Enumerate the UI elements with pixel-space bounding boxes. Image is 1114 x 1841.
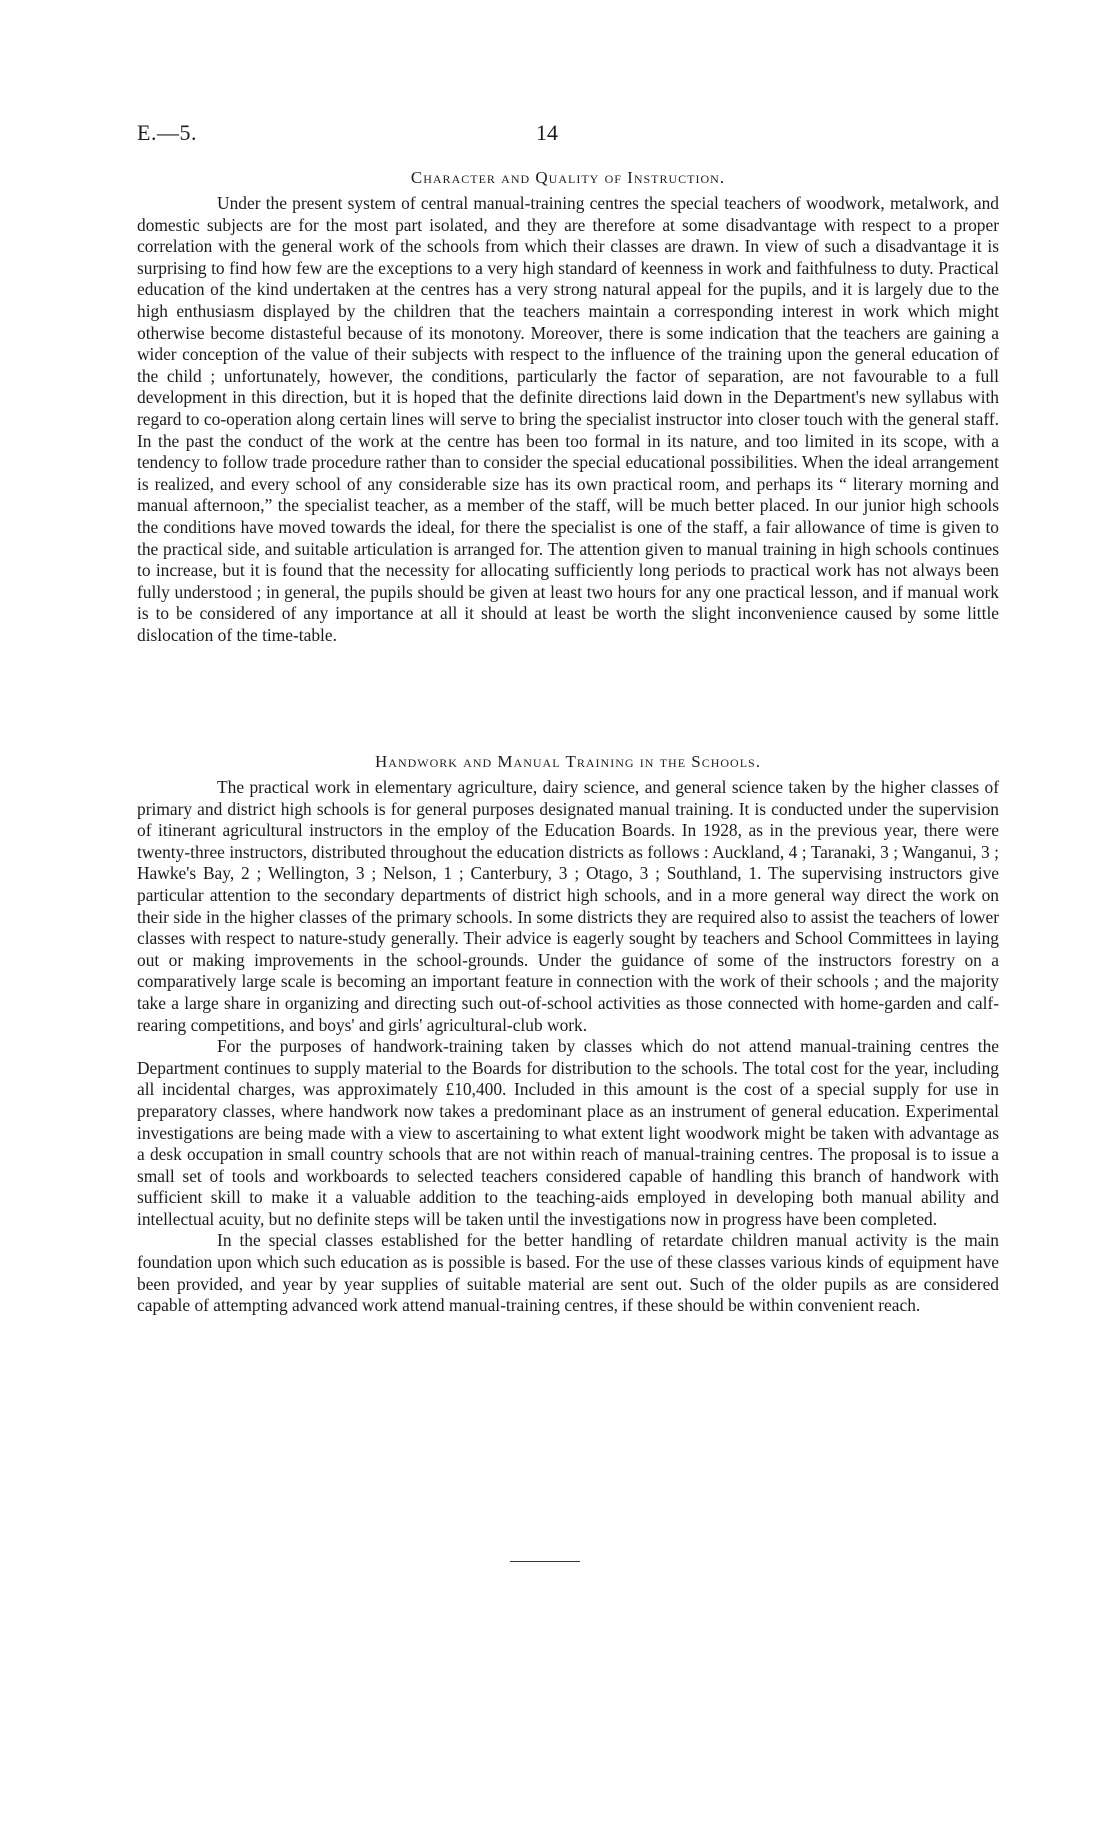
end-rule-divider	[510, 1561, 580, 1562]
page-number: 14	[536, 120, 558, 145]
paragraph: Under the present system of central manual-training centres the special teachers of woodwork, metalwork, and domestic subjects are for the most part isolated, and they are therefore at some disadvantage with respect to a proper correlation with the general work of the schools from which their classes are drawn. In view of such a disadvantage it is surprising to find how few are the exceptions to a very high standard of keenness in work and faithfulness to duty. Practical education of the kind undertaken at the centres has a very strong natural appeal for the pupils, and it is largely due to the high enthusiasm displayed by the children that the teachers maintain a corresponding interest in work which might otherwise become distasteful because of its monotony. Moreover, there is some indication that the teachers are gaining a wider conception of the value of their subjects with respect to the influence of the training upon the general education of the child ; unfortunately, however, the conditions, particularly the factor of separation, are not favourable to a full development in this direction, but it is hoped that the definite directions laid down in the Department's new syllabus with regard to co-operation along certain lines will serve to bring the specialist instructor into closer touch with the general staff. In the past the conduct of the work at the centre has been too formal in its nature, and too limited in its scope, with a tendency to follow trade procedure rather than to consider the special educational possibilities. When the ideal arrangement is realized, and every school of any considerable size has its own practical room, and perhaps its “ literary morning and manual afternoon,” the specialist teacher, as a member of the staff, will be much better placed. In our junior high schools the conditions have moved towards the ideal, for there the specialist is one of the staff, a fair allowance of time is given to the practical side, and suitable articulation is arranged for. The attention given to manual training in high schools continues to increase, but it is found that the necessity for allocating sufficiently long periods to practical work has not always been fully understood ; in general, the pupils should be given at least two hours for any one practical lesson, and if manual work is to be considered of any importance at all it should at least be worth the slight inconvenience caused by some little dislocation of the time-table.	[137, 193, 999, 645]
paragraph: For the purposes of handwork-training taken by classes which do not attend manual-training centres the Department continues to supply material to the Boards for distribution to the schools. The total cost for the year, including all incidental charges, was approximately £10,400. Included in this amount is the cost of a special supply for use in preparatory classes, where handwork now takes a predominant place as an instrument of general education. Experimental investigations are being made with a view to ascertaining to what extent light woodwork might be taken with advantage as a desk occupation in small country schools that are not within reach of manual-training centres. The proposal is to issue a small set of tools and workboards to selected teachers considered capable of handling this branch of handwork with sufficient skill to make it a valuable addition to the teaching-aids employed in developing both manual ability and intellectual acuity, but no definite steps will be taken until the investigations now in progress have been completed.	[137, 1036, 999, 1229]
section-heading: Character and Quality of Instruction.	[410, 168, 726, 187]
document-reference: E.—5.	[137, 120, 197, 145]
section-heading: Handwork and Manual Training in the Schools.	[375, 752, 761, 771]
section-character-quality	[137, 167, 999, 646]
paragraph: The practical work in elementary agriculture, dairy science, and general science taken by the higher classes of primary and district high schools is for general purposes designated manual training. It is conducted under the supervision of itinerant agricultural instructors in the employ of the Education Boards. In 1928, as in the previous year, there were twenty-three instructors, distributed throughout the education districts as follows : Auckland, 4 ; Taranaki, 3 ; Wanganui, 3 ; Hawke's Bay, 2 ; Wellington, 3 ; Nelson, 1 ; Canterbury, 3 ; Otago, 3 ; Southland, 1. The supervising instructors give particular attention to the secondary departments of district high schools, and in a more general way direct the work on their side in the higher classes of the primary schools. In some districts they are required also to assist the teachers of lower classes with respect to nature-study generally. Their advice is eagerly sought by teachers and School Committees in laying out or making improvements in the school-grounds. Under the guidance of some of the instructors forestry on a comparatively large scale is becoming an important feature in connection with the work of their schools ; and the majority take a large share in organizing and directing such out-of-school activities as those connected with home-garden and calf-rearing competitions, and boys' and girls' agricultural-club work.	[137, 777, 999, 1035]
paragraph: In the special classes established for the better handling of retardate children manual activity is the main foundation upon which such education as is possible is based. For the use of these classes various kinds of equipment have been provided, and year by year supplies of suitable material are sent out. Such of the older pupils as are considered capable of attempting advanced work attend manual-training centres, if these should be within convenient reach.	[137, 1230, 999, 1316]
section-handwork-manual-training	[137, 751, 999, 1317]
